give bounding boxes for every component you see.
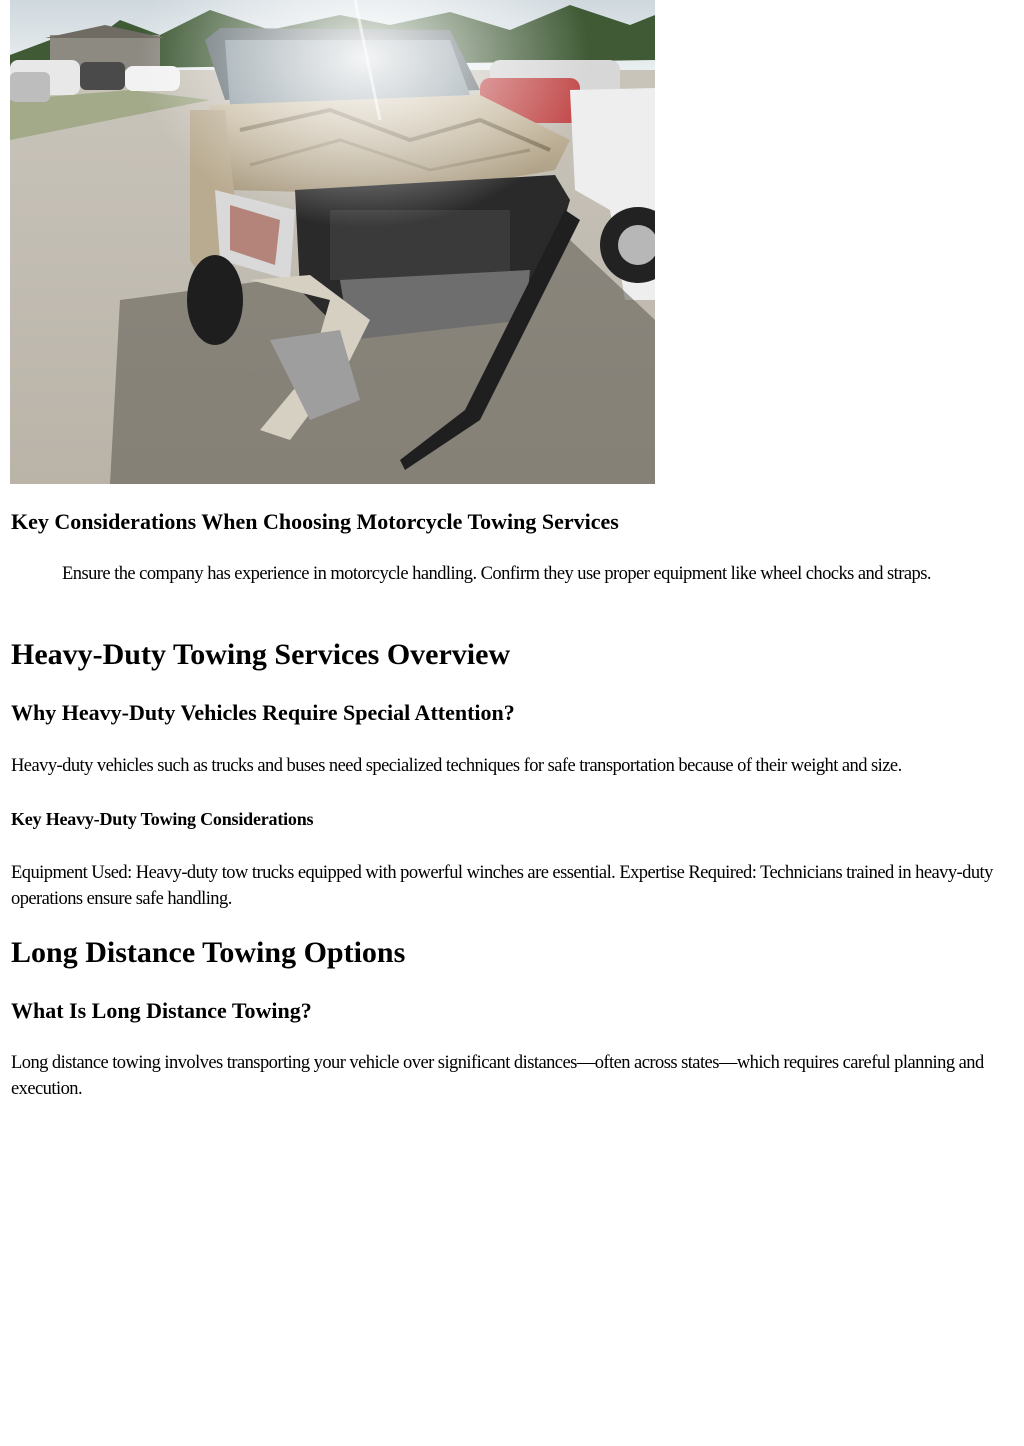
key-heavy-duty-body: Equipment Used: Heavy-duty tow trucks equipped with powerful winches are essential. Expertise Required: Technicians trained in heavy-duty operations ensure safe handling. (11, 863, 993, 909)
key-heavy-duty-heading: Key Heavy-Duty Towing Considerations (11, 809, 314, 829)
motorcycle-towing-heading: Key Considerations When Choosing Motorcycle Towing Services (11, 509, 619, 534)
why-heavy-duty-body: Heavy-duty vehicles such as trucks and buses need specialized techniques for safe transportation because of their weight and size. (11, 756, 902, 776)
why-heavy-duty-heading: Why Heavy-Duty Vehicles Require Special Attention? (11, 700, 515, 725)
motorcycle-towing-body: Ensure the company has experience in motorcycle handling. Confirm they use proper equipment like wheel chocks and straps. (62, 564, 931, 584)
wrecked-truck-photo (10, 0, 655, 484)
heavy-duty-heading: Heavy-Duty Towing Services Overview (11, 638, 511, 671)
long-distance-heading: Long Distance Towing Options (11, 936, 406, 969)
what-long-distance-body: Long distance towing involves transporting your vehicle over significant distances—often across states—which requires careful planning and execution. (11, 1053, 984, 1099)
what-long-distance-heading: What Is Long Distance Towing? (11, 998, 312, 1023)
